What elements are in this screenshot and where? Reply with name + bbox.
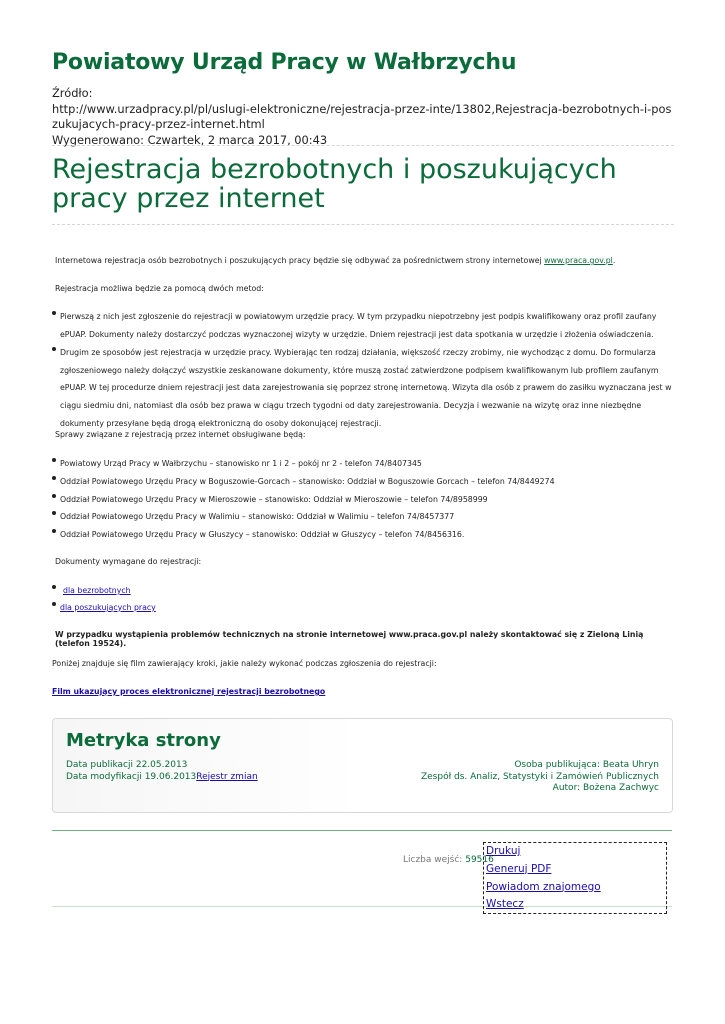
bullet <box>52 347 56 351</box>
list-item <box>52 344 672 433</box>
offices-heading: Sprawy związane z rejestracją przez internet obsługiwane będą: <box>55 430 306 439</box>
list-item <box>52 455 672 473</box>
published-date: Data publikacji 22.05.2013 <box>66 760 188 770</box>
method-2: Drugim ze sposobów jest rejestracja w urzędzie pracy. Wybierając ten rodzaj działania, większość rzeczy zrobimy, nie wychodząc z domu. Do formularza zgłoszeniowego należy dołączyć wszystkie zeskanowane dokumenty, które muszą zostać zatwierdzone podpisem kwalifikowanym lub profilem zaufanym ePUAP. W tej procedurze dniem rejestracji jest data zarejestrowania się poprzez stronę internetową. Wizyta dla osób z prawem do zasiłku wyznaczana jest w ciągu siedmiu dni, natomiast dla osób bez prawa w ciągu trzech tygodni od daty zarejestrowania. Decyzja i wezwanie na wizytę oraz inne niezbędne dokumenty przesyłane będą drogą elektroniczną do osoby dokonującej rejestracji. <box>60 348 672 428</box>
counter-value: 59516 <box>465 855 494 865</box>
source-url: http://www.urzadpracy.pl/pl/uslugi-elektroniczne/rejestracja-przez-inte/13802,Rejestracja-bezrobotnych-i-poszukujacych-pracy-przez-internet.html <box>52 101 672 131</box>
office-4: Oddział Powiatowego Urzędu Pracy w Walimiu – stanowisko: Oddział w Walimiu – telefon 74/8457377 <box>60 512 455 521</box>
intro-paragraph <box>55 256 615 265</box>
metryka-authors <box>421 760 659 795</box>
metryka-box <box>52 718 673 813</box>
list-item <box>52 582 672 600</box>
list-item <box>52 473 672 491</box>
changes-link[interactable]: Rejestr zmian <box>196 771 258 782</box>
list-item <box>52 491 672 509</box>
office-5: Oddział Powiatowego Urzędu Pracy w Głuszycy – stanowisko: Oddział w Głuszycy – telefon 74/8456316. <box>60 530 465 539</box>
methods-heading: Rejestracja możliwa będzie za pomocą dwóch metod: <box>55 284 264 293</box>
film-intro: Poniżej znajduje się film zawierający kroki, jakie należy wykonać podczas zgłoszenia do rejestracji: <box>52 659 437 668</box>
source-block <box>52 86 674 148</box>
bullet <box>52 511 56 515</box>
source-label: Źródło: <box>52 86 93 100</box>
generated-date: Wygenerowano: Czwartek, 2 marca 2017, 00:43 <box>52 132 328 147</box>
footer-divider <box>52 830 672 831</box>
notify-friend-link[interactable]: Powiadom znajomego <box>486 880 601 893</box>
modified-date: Data modyfikacji 19.06.2013 <box>66 771 197 782</box>
list-item <box>52 308 672 343</box>
metryka-dates <box>66 760 258 783</box>
bullet <box>52 585 56 589</box>
office-2: Oddział Powiatowego Urzędu Pracy w Boguszowie-Gorcach – stanowisko: Oddział w Boguszowie Gorcach – telefon 74/8449274 <box>60 477 555 486</box>
office-1: Powiatowy Urząd Pracy w Wałbrzychu – stanowisko nr 1 i 2 – pokój nr 2 - telefon 74/8407345 <box>60 459 422 468</box>
film-link[interactable]: Film ukazujący proces elektronicznej rejestracji bezrobotnego <box>52 687 326 696</box>
praca-gov-link[interactable]: www.praca.gov.pl <box>544 256 613 265</box>
generate-pdf-link[interactable]: Generuj PDF <box>486 862 552 875</box>
page-title: Rejestracja bezrobotnych i poszukujących pracy przez internet <box>52 154 617 214</box>
list-item <box>52 508 672 526</box>
site-title: Powiatowy Urząd Pracy w Wałbrzychu <box>52 50 517 75</box>
divider <box>52 224 674 225</box>
intro-text: Internetowa rejestracja osób bezrobotnych i poszukujących pracy będzie się odbywać za pośrednictwem strony internetowej <box>55 256 545 265</box>
bullet <box>52 602 56 606</box>
warning-text: W przypadku wystąpienia problemów technicznych na stronie internetowej www.praca.gov.pl należy skontaktować się z Zieloną Linią (telefon 19524). <box>55 630 644 648</box>
print-link[interactable]: Drukuj <box>486 845 521 857</box>
bullet <box>52 311 56 315</box>
counter-label: Liczba wejść: <box>403 855 466 865</box>
bullet <box>52 458 56 462</box>
publisher: Osoba publikująca: Beata Uhryn <box>514 760 659 770</box>
doc-link-poszukujacy[interactable]: dla poszukujących pracy <box>60 603 156 612</box>
bullet <box>52 529 56 533</box>
doc-link-bezrobotni[interactable]: dla bezrobotnych <box>63 586 131 595</box>
divider <box>52 145 674 146</box>
method-1: Pierwszą z nich jest zgłoszenie do rejestracji w powiatowym urzędzie pracy. W tym przypadku niepotrzebny jest podpis kwalifikowany oraz profil zaufany ePUAP. Dokumenty należy dostarczyć podczas wyznaczonej wizyty w urzędzie. Dniem rejestracji jest data spotkania w urzędzie i złożenia oświadczenia. <box>60 312 657 339</box>
team: Zespół ds. Analiz, Statystyki i Zamówień Publicznych <box>420 771 659 782</box>
bullet <box>52 494 56 498</box>
office-3: Oddział Powiatowego Urzędu Pracy w Mieroszowie – stanowisko: Oddział w Mieroszowie – telefon 74/8958999 <box>60 495 488 504</box>
intro-end: . <box>612 256 616 265</box>
list-item <box>52 526 672 544</box>
metryka-title: Metryka strony <box>66 730 221 751</box>
back-link[interactable]: Wstecz <box>486 898 524 911</box>
bullet <box>52 476 56 480</box>
docs-heading: Dokumenty wymagane do rejestracji: <box>55 557 202 566</box>
visit-counter <box>403 855 494 865</box>
author: Autor: Bożena Zachwyc <box>552 783 659 793</box>
page-actions <box>483 842 667 914</box>
list-item <box>52 599 672 617</box>
